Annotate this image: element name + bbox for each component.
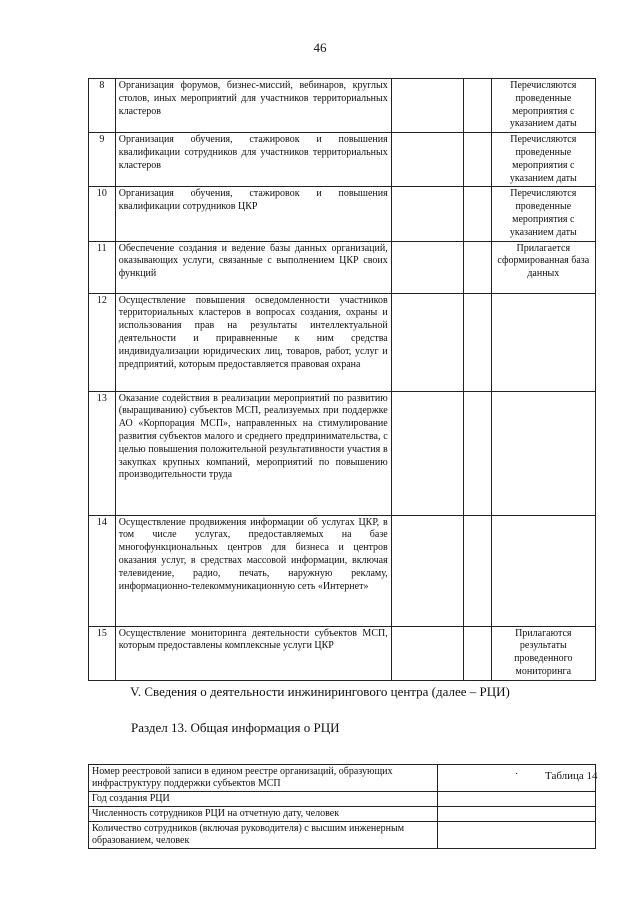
table-row — [89, 626, 596, 680]
row-cell-empty — [464, 391, 491, 515]
row-result: Перечисляются проведенные мероприятия с указанием даты — [491, 187, 595, 241]
row-number: 10 — [89, 187, 116, 241]
table-row — [89, 133, 596, 187]
row-activity: Оказание содействия в реализации мероприятий по развитию (выращиванию) субъектов МСП, реализуемых при поддержке АО «Корпорация МСП», направленных на стимулирование развития субъектов малого и среднего предпринимательства, с целью повышения положительной результативности участия в закупках крупных компаний, мероприятий по повышению производительности труда — [115, 391, 391, 515]
table-row — [89, 807, 596, 822]
section-v-title: V. Сведения о деятельности инжинирингового центра (далее – РЦИ) — [130, 684, 510, 699]
table-row — [89, 515, 596, 626]
row-cell-empty — [464, 293, 491, 391]
row-cell-empty — [464, 133, 491, 187]
activity-table — [88, 78, 596, 681]
row-result — [491, 515, 595, 626]
row-cell-empty — [391, 241, 463, 293]
row-cell-empty — [464, 241, 491, 293]
row-cell-empty — [391, 293, 463, 391]
row-cell-empty — [464, 626, 491, 680]
table-row — [89, 391, 596, 515]
row-number: 15 — [89, 626, 116, 680]
row-number: 13 — [89, 391, 116, 515]
row-cell-empty — [464, 515, 491, 626]
row-number: 8 — [89, 79, 116, 133]
row-activity: Осуществление мониторинга деятельности субъектов МСП, которым предоставлены комплексные услуги ЦКР — [115, 626, 391, 680]
row-cell-empty — [391, 626, 463, 680]
table-row — [89, 792, 596, 807]
row-number: 12 — [89, 293, 116, 391]
section-13-title: Раздел 13. Общая информация о РЦИ — [131, 720, 340, 735]
row-activity: Организация форумов, бизнес-миссий, вебинаров, круглых столов, иных мероприятий для участников территориальных кластеров — [115, 79, 391, 133]
table-row — [89, 293, 596, 391]
row-result — [491, 293, 595, 391]
table-row — [89, 187, 596, 241]
row-result: Прилагаются результаты проведенного мониторинга — [491, 626, 595, 680]
table-row — [89, 822, 596, 849]
info-label: Год создания РЦИ — [89, 792, 438, 807]
row-activity: Осуществление продвижения информации об услугах ЦКР, в том числе услугах, предоставляемых на базе многофункциональных центров для бизнеса и центров оказания услуг, в средствах массовой информации, включая телевидение, радио, печать, наружную рекламу, информационно-телекоммуникационную сеть «Интернет» — [115, 515, 391, 626]
row-number: 11 — [89, 241, 116, 293]
info-value — [438, 792, 596, 807]
row-cell-empty — [391, 187, 463, 241]
row-cell-empty — [391, 133, 463, 187]
row-result — [491, 391, 595, 515]
info-label: Численность сотрудников РЦИ на отчетную дату, человек — [89, 807, 438, 822]
row-activity: Обеспечение создания и ведение базы данных организаций, оказывающих услуги, связанные с выполнением ЦКР своих функций — [115, 241, 391, 293]
info-value — [438, 822, 596, 849]
row-cell-empty — [464, 79, 491, 133]
row-cell-empty — [391, 79, 463, 133]
row-result: Перечисляются проведенные мероприятия с указанием даты — [491, 79, 595, 133]
row-result: Прилагается сформированная база данных — [491, 241, 595, 293]
row-activity: Осуществление повышения осведомленности участников территориальных кластеров в вопросах создания, охраны и использования прав на результаты интеллектуальной деятельности и приравненные к ним средства индивидуализации юридических лиц, товаров, работ, услуг и предприятий, которым предоставляется правовая охрана — [115, 293, 391, 391]
info-label: Номер реестровой записи в едином реестре организаций, образующих инфраструктуру поддержки субъектов МСП — [89, 765, 438, 792]
row-number: 9 — [89, 133, 116, 187]
table-row — [89, 765, 596, 792]
info-value — [438, 807, 596, 822]
row-cell-empty — [464, 187, 491, 241]
info-label: Количество сотрудников (включая руководителя) с высшим инженерным образованием, человек — [89, 822, 438, 849]
row-activity: Организация обучения, стажировок и повышения квалификации сотрудников ЦКР — [115, 187, 391, 241]
table-row — [89, 79, 596, 133]
table-row — [89, 241, 596, 293]
table-14-label: Таблица 14 — [545, 770, 598, 782]
row-result: Перечисляются проведенные мероприятия с указанием даты — [491, 133, 595, 187]
row-activity: Организация обучения, стажировок и повышения квалификации сотрудников для участников территориальных кластеров — [115, 133, 391, 187]
info-value: . — [438, 765, 596, 792]
general-info-table — [88, 764, 596, 849]
row-cell-empty — [391, 391, 463, 515]
row-number: 14 — [89, 515, 116, 626]
page-number: 46 — [313, 40, 327, 55]
row-cell-empty — [391, 515, 463, 626]
